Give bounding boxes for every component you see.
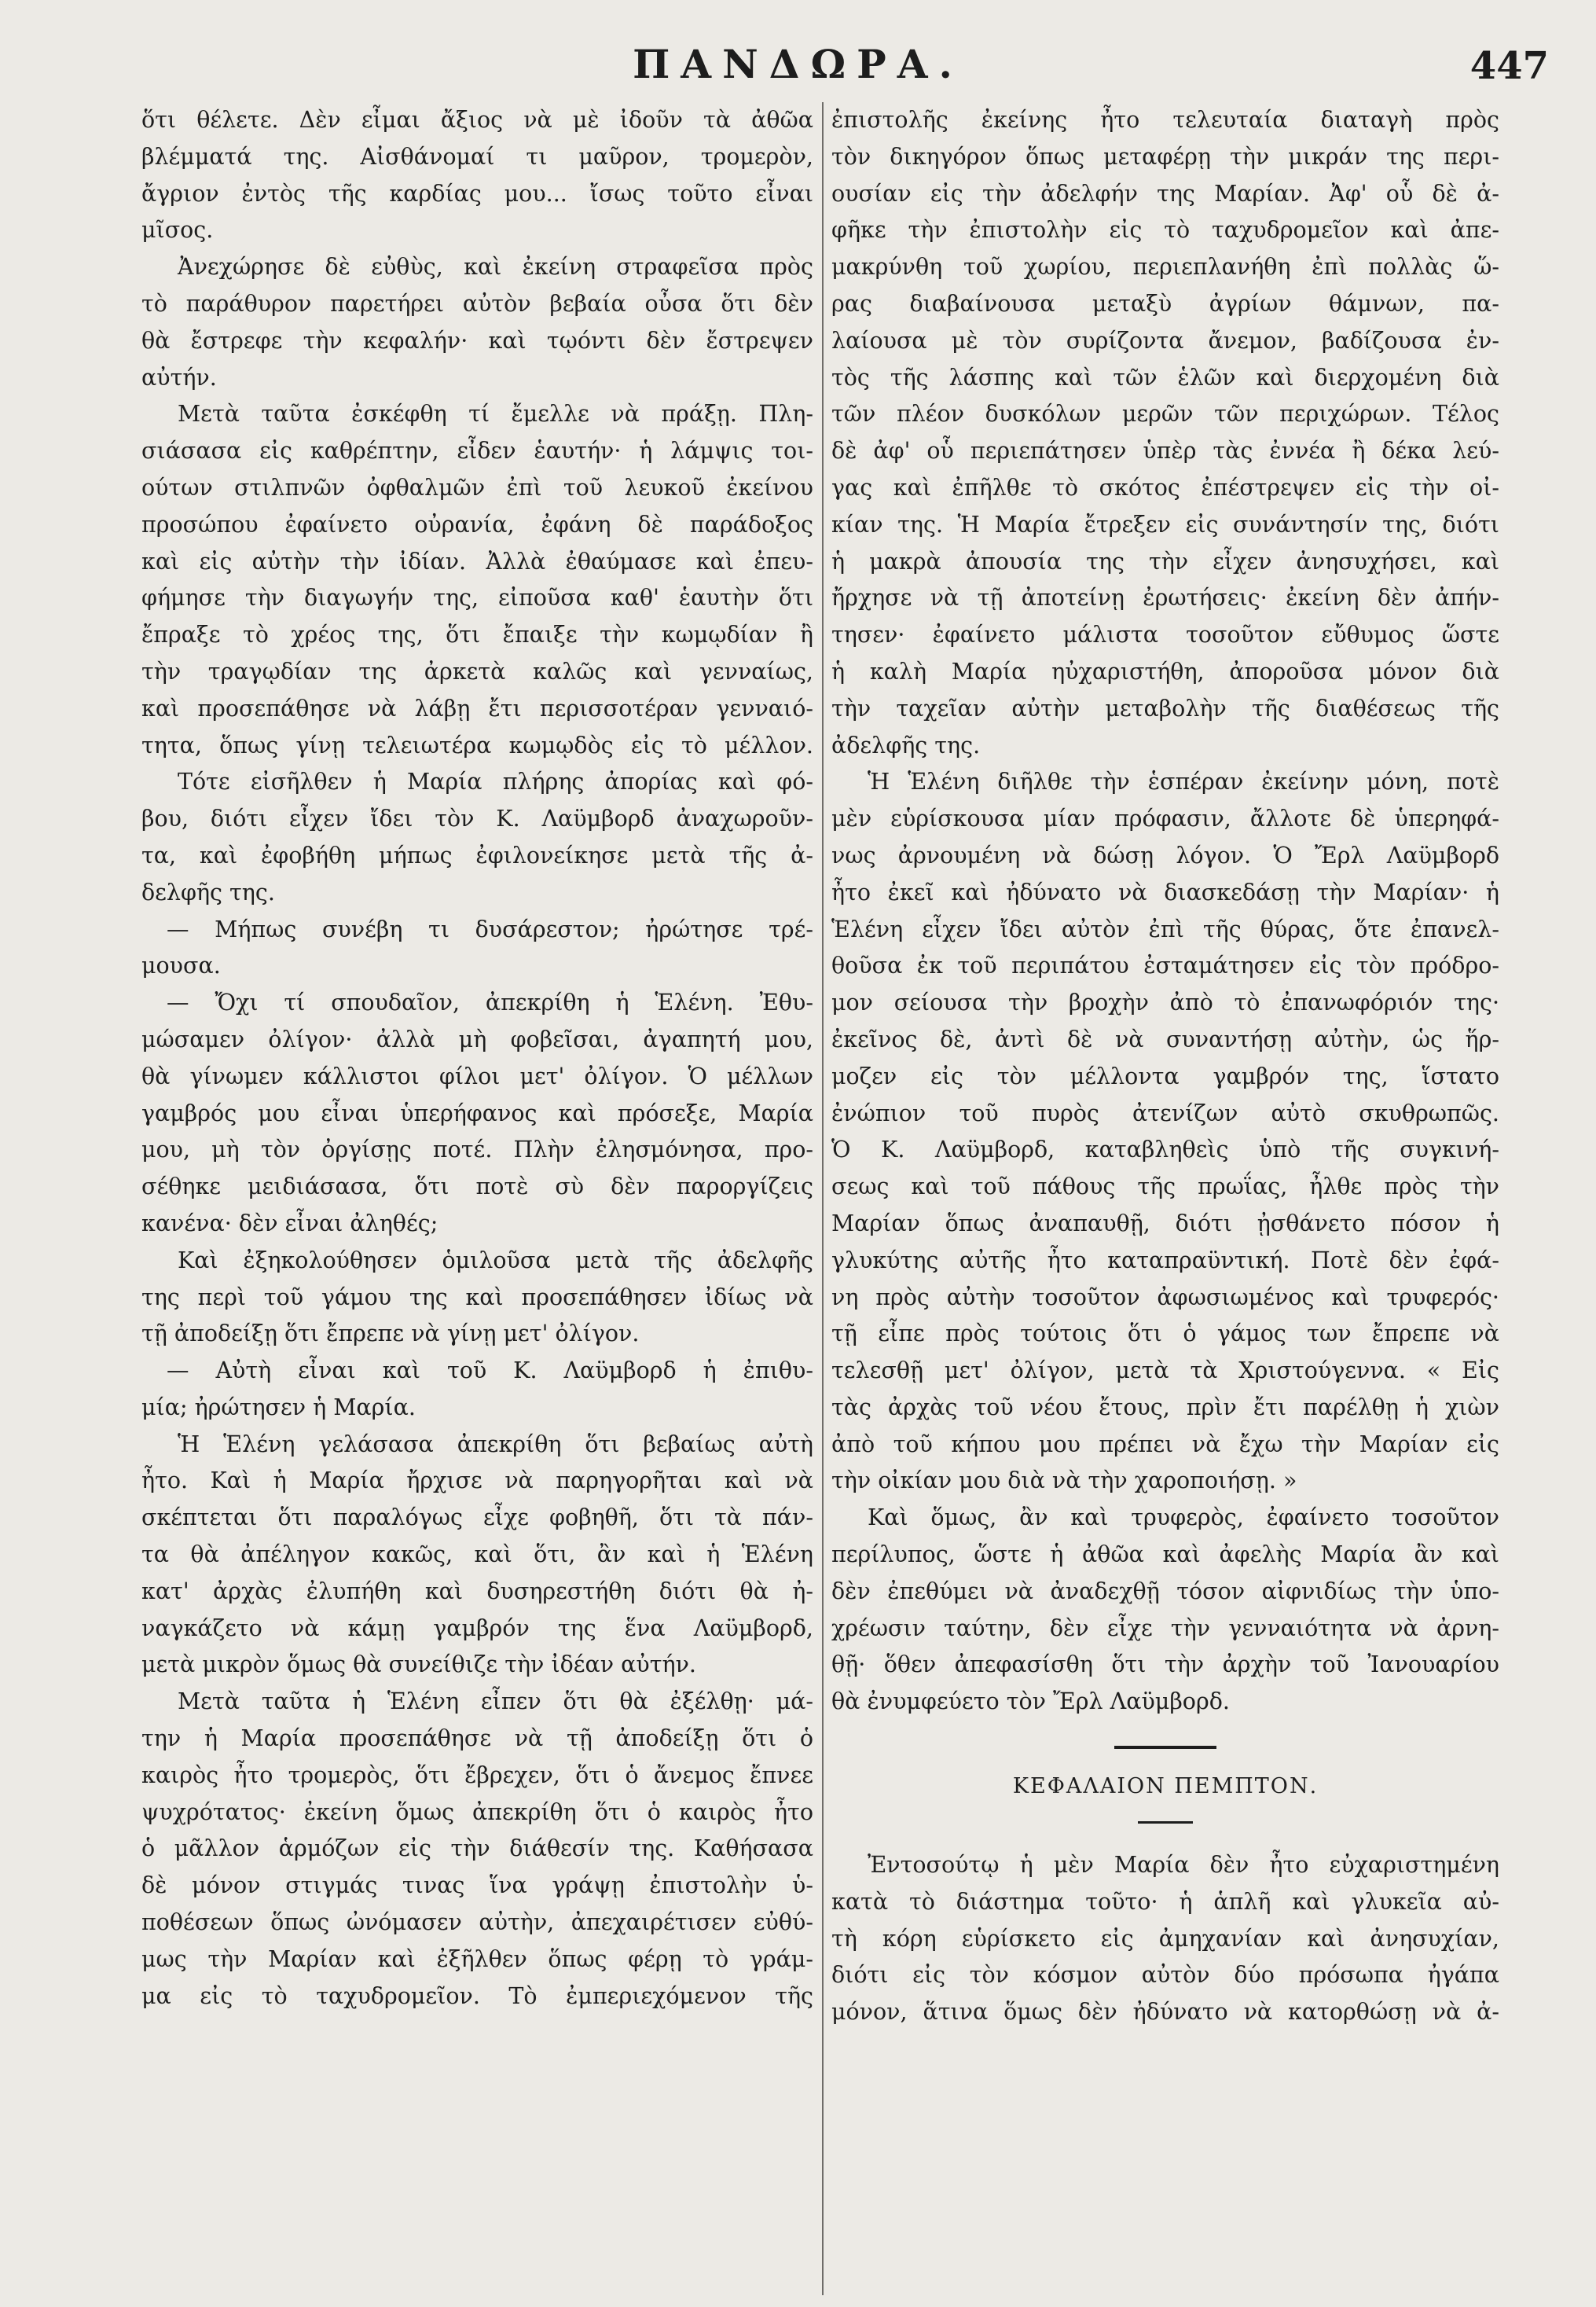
text-line: αὐτήν. bbox=[141, 364, 217, 391]
text-line: δὲ ἀφ' οὗ περιεπάτησεν ὑπὲρ τὰς ἐννέα ἢ δέκα λεύ- bbox=[831, 438, 1499, 465]
text-line: τὸ παράθυρον παρετήρει αὐτὸν βεβαία οὖσα ὅτι δὲν bbox=[141, 290, 813, 317]
text-line: μῖσος. bbox=[141, 217, 214, 244]
text-line: μόνον, ἅτινα ὅμως δὲν ἠδύνατο νὰ κατορθώσῃ νὰ ἀ- bbox=[831, 1999, 1499, 2026]
text-line: ἔπραξε τὸ χρέος της, ὅτι ἔπαιξε τὴν κωμῳδίαν ἢ bbox=[141, 622, 813, 648]
text-line: Ἀνεχώρησε δὲ εὐθὺς, καὶ ἐκείνη στραφεῖσα πρὸς bbox=[178, 254, 813, 281]
text-line: σεως καὶ τοῦ πάθους τῆς πρωΐας, ἦλθε πρὸς τὴν bbox=[831, 1174, 1499, 1200]
text-line: Καὶ ὅμως, ἂν καὶ τρυφερὸς, ἐφαίνετο τοσοῦτον bbox=[868, 1504, 1499, 1531]
text-line: Ὁ Κ. Λαϋμβορδ, καταβληθεὶς ὑπὸ τῆς συγκινή- bbox=[831, 1137, 1499, 1163]
text-line: τὴν οἰκίαν μου διὰ νὰ τὴν χαροποιήσῃ. » bbox=[831, 1468, 1297, 1494]
text-line: κατ' ἀρχὰς ἐλυπήθη καὶ δυσηρεστήθη διότι θὰ ἠ- bbox=[141, 1578, 813, 1604]
text-line: ἄγριον ἐντὸς τῆς καρδίας μου... ἴσως τοῦτο εἶναι bbox=[141, 180, 813, 207]
text-line: σιάσασα εἰς καθρέπτην, εἶδεν ἑαυτήν· ἡ λάμψις τοι- bbox=[141, 438, 813, 465]
text-line: ούτων στιλπνῶν ὀφθαλμῶν ἐπὶ τοῦ λευκοῦ ἐκείνου bbox=[141, 474, 813, 501]
text-line: θοῦσα ἐκ τοῦ περιπάτου ἐσταμάτησεν εἰς τὸν πρόδρο- bbox=[831, 953, 1499, 979]
text-line: θὰ ἐνυμφεύετο τὸν Ἔρλ Λαϋμβορδ. bbox=[831, 1688, 1230, 1715]
text-line: σκέπτεται ὅτι παραλόγως εἶχε φοβηθῆ, ὅτι τὰ πάν- bbox=[141, 1504, 813, 1531]
text-line: κίαν της. Ἡ Μαρία ἔτρεξεν εἰς συνάντησίν της, διότι bbox=[831, 511, 1499, 538]
text-line: Ἡ Ἑλένη γελάσασα ἀπεκρίθη ὅτι βεβαίως αὐτὴ bbox=[178, 1431, 813, 1457]
text-line: γαμβρός μου εἶναι ὑπερήφανος καὶ πρόσεξε, Μαρία bbox=[141, 1100, 813, 1126]
text-line: ἡ καλὴ Μαρία ηὐχαριστήθη, ἀποροῦσα μόνον διὰ bbox=[831, 658, 1499, 685]
text-line: μα εἰς τὸ ταχυδρομεῖον. Τὸ ἐμπεριεχόμενον τῆς bbox=[141, 1982, 813, 2009]
text-line: τῇ ἀποδείξῃ ὅτι ἔπρεπε νὰ γίνῃ μετ' ὀλίγον. bbox=[141, 1321, 640, 1347]
right-column bbox=[831, 102, 1499, 2031]
text-line: ὅτι θέλετε. Δὲν εἶμαι ἄξιος νὰ μὲ ἰδοῦν τὰ ἀθῶα bbox=[141, 107, 813, 133]
text-line: ἐνώπιον τοῦ πυρὸς ἀτενίζων αὐτὸ σκυθρωπῶς. bbox=[831, 1100, 1499, 1126]
text-line: φήμησε τὴν διαγωγήν της, εἰποῦσα καθ' ἑαυτὴν ὅτι bbox=[141, 585, 813, 612]
text-line: μουσα. bbox=[141, 953, 221, 979]
text-line: κατὰ τὸ διάστημα τοῦτο· ἡ ἁπλῆ καὶ γλυκεῖα αὐ- bbox=[831, 1888, 1499, 1915]
text-line: γλυκύτης αὐτῆς ἦτο καταπραϋντική. Ποτὲ δὲν ἐφά- bbox=[831, 1247, 1499, 1273]
text-line: τητα, ὅπως γίνῃ τελειωτέρα κωμῳδὸς εἰς τὸ μέλλον. bbox=[141, 732, 813, 759]
text-line: — Αὐτὴ εἶναι καὶ τοῦ Κ. Λαϋμβορδ ἡ ἐπιθυ- bbox=[167, 1357, 813, 1384]
text-line: Ἐντοσούτῳ ἡ μὲν Μαρία δὲν ἦτο εὐχαριστημένη bbox=[868, 1852, 1499, 1879]
text-line: βου, διότι εἶχεν ἴδει τὸν Κ. Λαϋμβορδ ἀναχωροῦν- bbox=[141, 806, 813, 832]
text-line: ὁ μᾶλλον ἁρμόζων εἰς τὴν διάθεσίν της. Καθήσασα bbox=[141, 1835, 813, 1862]
text-line: κανένα· δὲν εἶναι ἀληθές; bbox=[141, 1210, 438, 1236]
text-line: νως ἀρνουμένη νὰ δώσῃ λόγον. Ὁ Ἔρλ Λαϋμβορδ bbox=[831, 842, 1499, 869]
text-line: μώσαμεν ὀλίγον· ἀλλὰ μὴ φοβεῖσαι, ἀγαπητή μου, bbox=[141, 1026, 813, 1052]
text-line: τελεσθῇ μετ' ὀλίγον, μετὰ τὰ Χριστούγεννα. « Εἰς bbox=[831, 1357, 1499, 1384]
text-line: διότι εἰς τὸν κόσμον αὐτὸν δύο πρόσωπα ἠγάπα bbox=[831, 1962, 1499, 1989]
text-line: τὸς τῆς λάσπης καὶ τῶν ἑλῶν καὶ διερχομένη διὰ bbox=[831, 364, 1499, 391]
text-line: Μετὰ ταῦτα ἐσκέφθη τί ἔμελλε νὰ πράξῃ. Πλη- bbox=[178, 401, 813, 428]
text-line: δὲ μόνον στιγμάς τινας ἵνα γράψῃ ἐπιστολὴν ὑ- bbox=[141, 1872, 813, 1899]
text-line: μου, μὴ τὸν ὀργίσῃς ποτέ. Πλὴν ἐλησμόνησα, προ- bbox=[141, 1137, 813, 1163]
text-line: ποθέσεων ὅπως ὠνόμασεν αὐτὴν, ἀπεχαιρέτισεν εὐθύ- bbox=[141, 1909, 813, 1936]
text-line: ουσίαν εἰς τὴν ἀδελφήν της Μαρίαν. Ἀφ' οὗ δὲ ἀ- bbox=[831, 180, 1499, 207]
text-line: ἀπὸ τοῦ κήπου μου πρέπει νὰ ἔχω τὴν Μαρίαν εἰς bbox=[831, 1431, 1499, 1457]
chapter-rule-bottom bbox=[1138, 1821, 1193, 1824]
text-line: ναγκάζετο νὰ κάμῃ γαμβρόν της ἕνα Λαϋμβορδ, bbox=[141, 1615, 813, 1641]
right-column-text-after-chapter bbox=[831, 1847, 1499, 2031]
text-line: περίλυπος, ὥστε ἡ ἀθῶα καὶ ἀφελὴς Μαρία ἂν καὶ bbox=[831, 1541, 1499, 1568]
text-line: καὶ εἰς αὐτὴν τὴν ἰδίαν. Ἀλλὰ ἐθαύμασε καὶ ἐπευ- bbox=[141, 548, 813, 575]
text-line: μὲν εὑρίσκουσα μίαν πρόφασιν, ἄλλοτε δὲ ὑπερηφά- bbox=[831, 806, 1499, 832]
page-number: 447 bbox=[1469, 44, 1549, 88]
text-line: γας καὶ ἐπῆλθε τὸ σκότος ἐπέστρεψεν εἰς τὴν οἰ- bbox=[831, 474, 1499, 501]
text-line: Μετὰ ταῦτα ἡ Ἑλένη εἶπεν ὅτι θὰ ἐξέλθῃ· μά- bbox=[178, 1688, 813, 1715]
text-line: μία; ἠρώτησεν ἡ Μαρία. bbox=[141, 1394, 416, 1420]
left-column bbox=[141, 102, 813, 2015]
text-line: μακρύνθη τοῦ χωρίου, περιεπλανήθη ἐπὶ πολλὰς ὥ- bbox=[831, 254, 1499, 281]
text-line: Ἡ Ἑλένη διῆλθε τὴν ἑσπέραν ἐκείνην μόνη, ποτὲ bbox=[868, 769, 1499, 795]
text-line: θὰ γίνωμεν κάλλιστοι φίλοι μετ' ὀλίγον. Ὁ μέλλων bbox=[141, 1063, 813, 1089]
text-line: χρέωσιν ταύτην, δὲν εἶχε τὴν γενναιότητα νὰ ἀρνη- bbox=[831, 1615, 1499, 1641]
text-line: δελφῆς της. bbox=[141, 879, 275, 906]
page-header bbox=[0, 31, 1596, 102]
text-line: — Μήπως συνέβη τι δυσάρεστον; ἠρώτησε τρέ- bbox=[167, 916, 813, 942]
journal-title: ΠΑΝΔΩΡΑ. bbox=[633, 41, 963, 87]
text-line: τα θὰ ἀπέληγον κακῶς, καὶ ὅτι, ἂν καὶ ἡ Ἑλένη bbox=[141, 1541, 813, 1568]
text-line: της περὶ τοῦ γάμου της καὶ προσεπάθησεν ἰδίως νὰ bbox=[141, 1284, 813, 1310]
text-line: Μαρίαν ὅπως ἀναπαυθῇ, διότι ᾐσθάνετο πόσον ἡ bbox=[831, 1210, 1499, 1236]
text-line: Ἑλένη εἶχεν ἴδει αὐτὸν ἐπὶ τῆς θύρας, ὅτε ἐπανελ- bbox=[831, 916, 1499, 942]
text-line: τα, καὶ ἐφοβήθη μήπως ἐφιλονείκησε μετὰ τῆς ἀ- bbox=[141, 842, 813, 869]
text-line: Τότε εἰσῆλθεν ἡ Μαρία πλήρης ἀπορίας καὶ φό- bbox=[178, 769, 813, 795]
text-line: ψυχρότατος· ἐκείνη ὅμως ἀπεκρίθη ὅτι ὁ καιρὸς ἦτο bbox=[141, 1798, 813, 1825]
text-line: ἐκεῖνος δὲ, ἀντὶ δὲ νὰ συναντήσῃ αὐτὴν, ὡς ἥρ- bbox=[831, 1026, 1499, 1052]
text-line: νη πρὸς αὐτὴν τοσοῦτον ἀφωσιωμένος καὶ τρυφερός· bbox=[831, 1284, 1499, 1310]
text-line: καὶ προσεπάθησε νὰ λάβῃ ἔτι περισσοτέραν γενναιό- bbox=[141, 695, 813, 722]
text-line: μον σείουσα τὴν βροχὴν ἀπὸ τὸ ἐπανωφόριόν της· bbox=[831, 990, 1499, 1016]
text-line: τὴν ταχεῖαν αὐτὴν μεταβολὴν τῆς διαθέσεως τῆς bbox=[831, 695, 1499, 722]
text-line: τὴ κόρη εὑρίσκετο εἰς ἀμηχανίαν καὶ ἀνησυχίαν, bbox=[831, 1925, 1499, 1952]
text-line: ρας διαβαίνουσα μεταξὺ ἀγρίων θάμνων, πα- bbox=[831, 290, 1499, 317]
text-line: τῇ εἶπε πρὸς τούτοις ὅτι ὁ γάμος των ἔπρεπε νὰ bbox=[831, 1321, 1499, 1347]
text-line: ἡ μακρὰ ἀπουσία της τὴν εἶχεν ἀνησυχήσει, καὶ bbox=[831, 548, 1499, 575]
text-line: τησεν· ἐφαίνετο μάλιστα τοσοῦτον εὔθυμος ὥστε bbox=[831, 622, 1499, 648]
text-line: ἦτο. Καὶ ἡ Μαρία ἤρχισε νὰ παρηγορῆται καὶ νὰ bbox=[141, 1468, 813, 1494]
text-line: προσώπου ἐφαίνετο οὐρανία, ἐφάνη δὲ παράδοξος bbox=[141, 511, 813, 538]
text-line: τὸν δικηγόρον ὅπως μεταφέρῃ τὴν μικράν της περι- bbox=[831, 143, 1499, 170]
text-line: μως τὴν Μαρίαν καὶ ἐξῆλθεν ὅπως φέρῃ τὸ γράμ- bbox=[141, 1945, 813, 1972]
text-line: ἤρχησε νὰ τῇ ἀποτείνῃ ἐρωτήσεις· ἐκείνη δὲν ἀπήν- bbox=[831, 585, 1499, 612]
text-line: τὴν τραγῳδίαν της ἀρκετὰ καλῶς καὶ γενναίως, bbox=[141, 658, 813, 685]
text-line: σέθηκε μειδιάσασα, ὅτι ποτὲ σὺ δὲν παροργίζεις bbox=[141, 1174, 813, 1200]
text-line: λαίουσα μὲ τὸν συρίζοντα ἄνεμον, βαδίζουσα ἐν- bbox=[831, 327, 1499, 354]
chapter-title: ΚΕΦΑΛΑΙΟΝ ΠΕΜΠΤΟΝ. bbox=[1012, 1774, 1319, 1799]
text-line: ἦτο ἐκεῖ καὶ ἠδύνατο νὰ διασκεδάσῃ τὴν Μαρίαν· ἡ bbox=[831, 879, 1499, 906]
text-line: τὰς ἀρχὰς τοῦ νέου ἔτους, πρὶν ἔτι παρέλθῃ ἡ χιὼν bbox=[831, 1394, 1499, 1420]
text-line: φῆκε τὴν ἐπιστολὴν εἰς τὸ ταχυδρομεῖον καὶ ἀπε- bbox=[831, 217, 1499, 244]
text-line: θὰ ἔστρεφε τὴν κεφαλήν· καὶ τῳόντι δὲν ἔστρεψεν bbox=[141, 327, 813, 354]
text-line: μοζεν εἰς τὸν μέλλοντα γαμβρόν της, ἵστατο bbox=[831, 1063, 1499, 1089]
text-line: καιρὸς ἦτο τρομερὸς, ὅτι ἔβρεχεν, ὅτι ὁ ἄνεμος ἔπνεε bbox=[141, 1761, 813, 1788]
text-line: την ἡ Μαρία προσεπάθησε νὰ τῇ ἀποδείξῃ ὅτι ὁ bbox=[141, 1725, 813, 1752]
text-line: μετὰ μικρὸν ὅμως θὰ συνείθιζε τὴν ἰδέαν αὐτήν. bbox=[141, 1651, 696, 1678]
chapter-rule-top bbox=[1114, 1746, 1216, 1749]
text-line: θῇ· ὅθεν ἀπεφασίσθη ὅτι τὴν ἀρχὴν τοῦ Ἰανουαρίου bbox=[831, 1651, 1499, 1678]
text-line: Καὶ ἐξηκολούθησεν ὁμιλοῦσα μετὰ τῆς ἀδελφῆς bbox=[178, 1247, 813, 1273]
text-line: — Ὄχι τί σπουδαῖον, ἀπεκρίθη ἡ Ἑλένη. Ἐθυ- bbox=[167, 990, 813, 1016]
text-line: ἐπιστολῆς ἐκείνης ἦτο τελευταία διαταγὴ πρὸς bbox=[831, 107, 1499, 133]
text-line: βλέμματά της. Αἰσθάνομαί τι μαῦρον, τρομερὸν, bbox=[141, 143, 813, 170]
right-column-text-before-chapter bbox=[831, 102, 1499, 1721]
text-line: δὲν ἐπεθύμει νὰ ἀναδεχθῇ τόσον αἰφνιδίως τὴν ὑπο- bbox=[831, 1578, 1499, 1604]
text-line: ἀδελφῆς της. bbox=[831, 732, 981, 759]
column-divider bbox=[822, 102, 824, 2295]
text-line: τῶν πλέον δυσκόλων μερῶν τῶν περιχώρων. Τέλος bbox=[831, 401, 1499, 428]
